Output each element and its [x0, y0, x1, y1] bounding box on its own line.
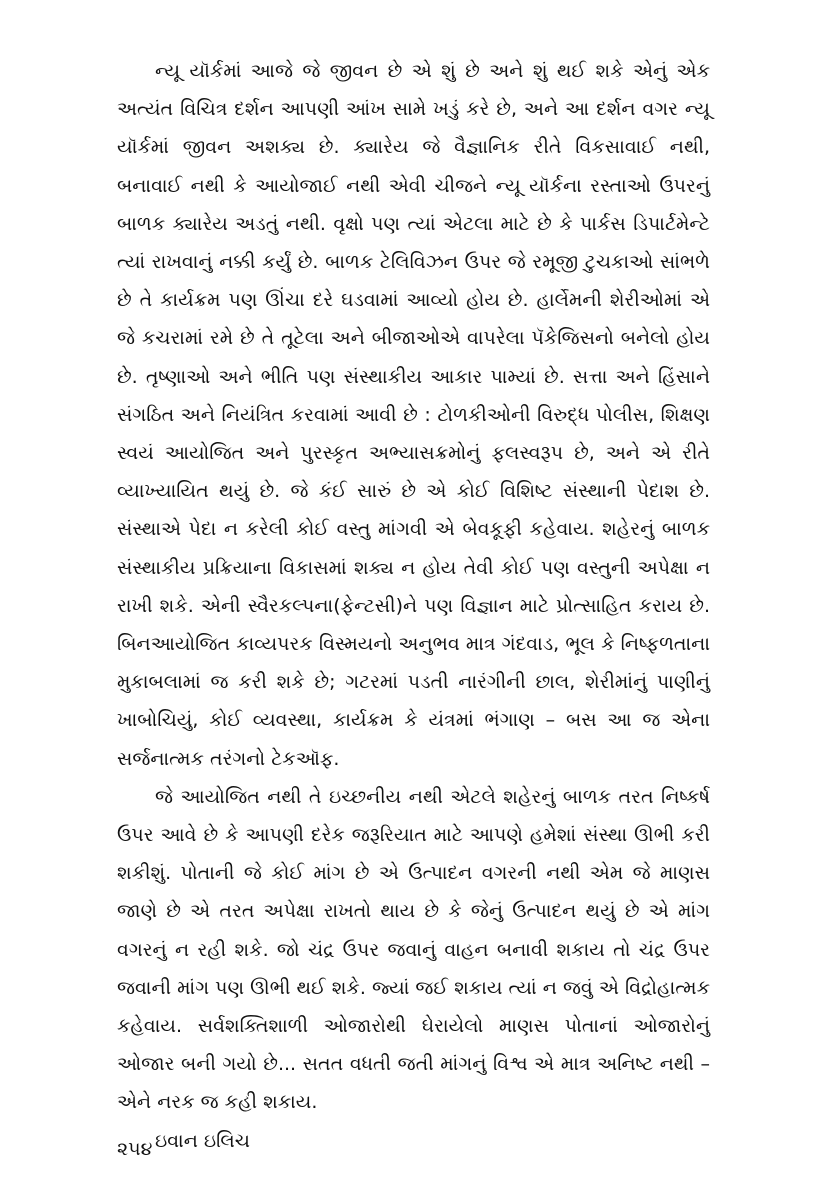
page-number: ૨૫૪ [117, 1138, 153, 1160]
author-name: ઇવાન ઇલિચ [155, 1129, 250, 1152]
paragraph-2: જે આયોજિત નથી તે ઇચ્છનીય નથી એટલે શહેરનું બાળક તરત નિષ્કર્ષ ઉપર આવે છે કે આપણી દરેક જરૂરિયાત માટે આપણે હમેશાં સંસ્થા ઊભી કરી શકીશું. પોતાની જે કોઈ માંગ છે એ ઉત્પાદન વગરની નથી એમ જે માણસ જાણે છે એ તરત અપેક્ષા રાખતો થાય છે કે જેનું ઉત્પાદન થયું છે એ માંગ વગરનું ન રહી શકે. જો ચંદ્ર ઉપર જવાનું વાહન બનાવી શકાય તો ચંદ્ર ઉપર જવાની માંગ પણ ઊભી થઈ શકે. જ્યાં જઈ શકાય ત્યાં ન જવું એ વિદ્રોહાત્મક કહેવાય. સર્વશક્તિશાળી ઓજારોથી ઘેરાયેલો માણસ પોતાનાં ઓજારોનું ઓજાર બની ગયો છે... સતત વધતી જતી માંગનું વિશ્વ એ માત્ર અનિષ્ટ નથી – એને નરક જ કહી શકાય. [117, 785, 710, 1114]
paragraph-1: ન્યૂ યૉર્કમાં આજે જે જીવન છે એ શું છે અને શું થઈ શકે એનું એક અત્યંત વિચિત્ર દર્શન આપણી આંખ સામે ખડું કરે છે, અને આ દર્શન વગર ન્યૂ યૉર્કમાં જીવન અશક્ય છે. ક્યારેય જે વૈજ્ઞાનિક રીતે વિકસાવાઈ નથી, બનાવાઈ નથી કે આયોજાઈ નથી એવી ચીજને ન્યૂ યૉર્કના રસ્તાઓ ઉપરનું બાળક ક્યારેય અડતું નથી. વૃક્ષો પણ ત્યાં એટલા માટે છે કે પાર્કસ ડિપાર્ટમેન્ટે ત્યાં રાખવાનું નક્કી કર્યું છે. બાળક ટેલિવિઝન ઉપર જે રમૂજી ટુચકાઓ સાંભળે છે તે કાર્યક્રમ પણ ઊંચા દરે ઘડવામાં આવ્યો હોય છે. હાર્લેમની શેરીઓમાં એ જે કચરામાં રમે છે તે તૂટેલા અને બીજાઓએ વાપરેલા પૅકેજિસનો બનેલો હોય છે. તૃષ્ણાઓ અને ભીતિ પણ સંસ્થાકીય આકાર પામ્યાં છે. સત્તા અને હિંસાને સંગઠિત અને નિયંત્રિત કરવામાં આવી છે : ટોળકીઓની વિરુદ્ધ પોલીસ, શિક્ષણ સ્વયં આયોજિત અને પુરસ્કૃત અભ્યાસક્રમોનું ફલસ્વરૂપ છે, અને એ રીતે વ્યાખ્યાયિત થયું છે. જે કંઈ સારું છે એ કોઈ વિશિષ્ટ સંસ્થાની પેદાશ છે. સંસ્થાએ પેદા ન કરેલી કોઈ વસ્તુ માંગવી એ બેવકૂફી કહેવાય. શહેરનું બાળક સંસ્થાકીય પ્રક્રિયાના વિકાસમાં શક્ય ન હોય તેવી કોઈ પણ વસ્તુની અપેક્ષા ન રાખી શકે. એની સ્વૈરકલ્પના(ફેન્ટસી)ને પણ વિજ્ઞાન માટે પ્રોત્સાહિત કરાય છે. બિનઆયોજિત કાવ્યપરક વિસ્મયનો અનુભવ માત્ર ગંદવાડ, ભૂલ કે નિષ્ફળતાના મુકાબલામાં જ કરી શકે છે; ગટરમાં પડતી નારંગીની છાલ, શેરીમાંનું પાણીનું ખાબોચિયું, કોઈ વ્યવસ્થા, કાર્યક્રમ કે યંત્રમાં ભંગાણ – બસ આ જ એના સર્જનાત્મક તરંગનો ટેકઑફ. [117, 60, 710, 770]
body-text [117, 52, 710, 1160]
